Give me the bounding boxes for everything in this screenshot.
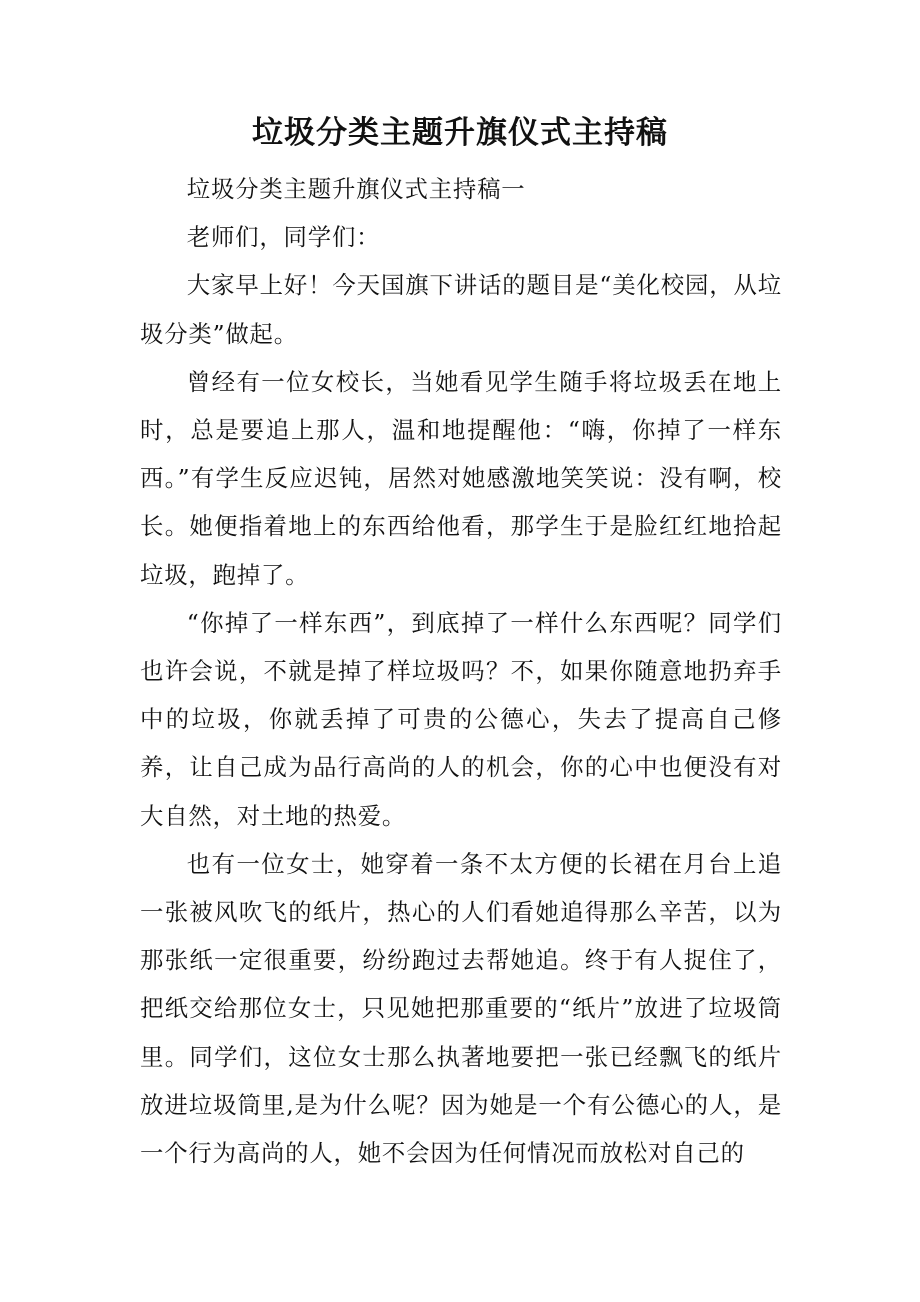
paragraph-greeting: 大家早上好！今天国旗下讲话的题目是“美化校园，从垃圾分类”做起。 [140,271,782,348]
paragraph-subtitle: 垃圾分类主题升旗仪式主持稿一 [186,175,526,203]
paragraph-principal-story: 曾经有一位女校长，当她看见学生随手将垃圾丢在地上时，总是要追上那人，温和地提醒他：“嗨，你掉了一样东西。”有学生反应迟钝，居然对她感激地笑笑说：没有啊，校长。她便指着地上的东西给他看，那学生于是脸红红地拾起垃圾，跑掉了。 [140,367,782,589]
paragraph-salutation: 老师们，同学们： [186,223,381,252]
document-body [140,165,782,1177]
paragraph-lady-story: 也有一位女士，她穿着一条不太方便的长裙在月台上追一张被风吹飞的纸片，热心的人们看她追得那么辛苦，以为那张纸一定很重要，纷纷跑过去帮她追。终于有人捉住了，把纸交给那位女士，只见她把那重要的“纸片”放进了垃圾筒里。同学们，这位女士那么执著地要把一张已经飘飞的纸片放进垃圾筒里,是为什么呢？因为她是一个有公德心的人，是一个行为高尚的人，她不会因为任何情况而放松对自己的 [140,849,782,1168]
document-title: 垃圾分类主题升旗仪式主持稿 [252,115,668,151]
paragraph-reflection: “你掉了一样东西”，到底掉了一样什么东西呢？同学们也许会说，不就是掉了样垃圾吗？不，如果你随意地扔弃手中的垃圾，你就丢掉了可贵的公德心，失去了提高自己修养，让自己成为品行高尚的人的机会，你的心中也便没有对大自然，对土地的热爱。 [140,608,782,830]
